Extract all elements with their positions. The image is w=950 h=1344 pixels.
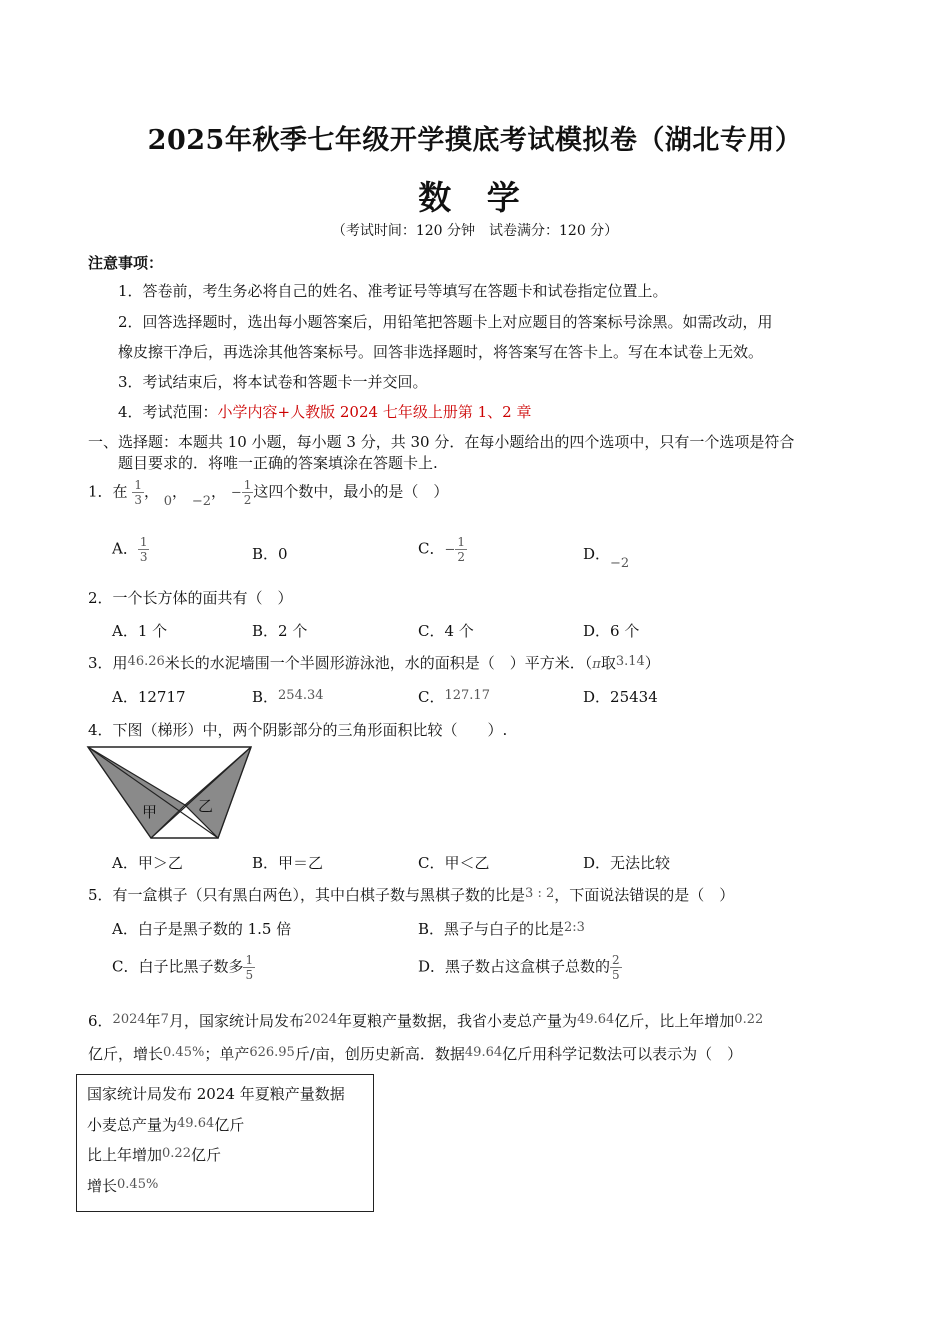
q3-option-d: D．25434 [583, 688, 658, 706]
q3-option-b: B．254.34 [252, 688, 324, 706]
exam-scope: 小学内容+人教版 2024 七年级上册第 1、2 章 [217, 403, 532, 421]
q1-neg-two: −2 [191, 493, 212, 509]
infobox-line-4: 增长0.45% [87, 1177, 159, 1195]
note-item-2-line-1: 2．回答选择题时，选出每小题答案后，用铅笔把答题卡上对应题目的答案标号涂黑。如需改动，用 [118, 313, 773, 331]
trapezoid-figure [86, 745, 254, 840]
shaded-triangle-jia [88, 747, 185, 838]
q2-option-d: D．6 个 [583, 622, 640, 640]
exam-info: （考试时间：120 分钟 试卷满分：120 分） [331, 223, 619, 239]
q1-fraction-one-third: $\frac{1}{3}$ [134, 478, 142, 507]
q2-option-c: C．4 个 [418, 622, 474, 640]
infobox-line-3: 比上年增加0.22亿斤 [87, 1146, 221, 1164]
question-3-stem: 3．用46.26米长的水泥墙围一个半圆形游泳池，水的面积是（ ）平方米．（π取3.14） [88, 654, 660, 672]
q1-option-b: B．0 [252, 545, 288, 563]
q4-option-d: D．无法比较 [583, 854, 671, 872]
exam-title: 2025年秋季七年级开学摸底考试模拟卷（湖北专用） [147, 125, 803, 156]
q3-option-a: A．12717 [112, 688, 186, 706]
q4-option-b: B．甲＝乙 [252, 854, 324, 872]
infobox-line-2: 小麦总产量为49.64亿斤 [87, 1116, 245, 1134]
question-5-stem: 5．有一盒棋子（只有黑白两色），其中白棋子数与黑棋子数的比是3 : 2，下面说法错误的是（ ） [88, 886, 735, 904]
q4-option-c: C．甲＜乙 [418, 854, 490, 872]
q4-option-a: A．甲＞乙 [112, 854, 183, 872]
q5-option-c: C．白子比黑子数多 $\frac{1}{5}$ [112, 953, 254, 982]
note-item-4-prefix: 4．考试范围： [118, 403, 218, 421]
q2-option-a: A．1 个 [112, 622, 168, 640]
section-1-instructions-line-1: 一、选择题：本题共 10 小题，每小题 3 分，共 30 分．在每小题给出的四个选项中，只有一个选项是符合 [88, 433, 795, 451]
subject-title: 数 学 [418, 178, 532, 217]
note-item-4 [118, 401, 531, 422]
q2-option-b: B．2 个 [252, 622, 308, 640]
q5-option-d: D．黑子数占这盒棋子总数的 $\frac{2}{5}$ [418, 953, 620, 982]
label-jia: 甲 [142, 803, 158, 821]
q1-zero: 0 [163, 493, 173, 509]
question-6-stem-line-2: 亿斤，增长0.45%；单产626.95斤/亩，创历史新高．数据49.64亿斤用科学记数法可以表示为（ ） [88, 1045, 743, 1063]
note-item-2-line-2: 橡皮擦干净后，再选涂其他答案标号。回答非选择题时，将答案写在答卡上。写在本试卷上无效。 [118, 343, 764, 361]
shaded-triangle-yi [185, 747, 251, 838]
q5-ratio: 3 : 2 [525, 886, 555, 901]
q1-fraction-neg-half: $\frac{1}{2}$ [243, 478, 252, 507]
q3-length: 46.26 [127, 654, 165, 669]
note-item-1: 1．答卷前，考生务必将自己的姓名、准考证号等填写在答题卡和试卷指定位置上。 [118, 282, 668, 300]
q1-suffix: 这四个数中，最小的是（ ） [253, 482, 449, 501]
q1-option-d: D．−2 [583, 545, 630, 571]
question-2-stem: 2．一个长方体的面共有（ ） [88, 589, 293, 607]
notes-heading: 注意事项： [88, 254, 164, 272]
q1-option-c: C．− $\frac{1}{2}$ [418, 535, 466, 564]
label-yi: 乙 [198, 797, 214, 815]
question-1-stem: 1．在 $\frac{1}{3}$ ， 0， −2， − $\frac{1}{2}$ 这四个数中，最小的是（ ） [88, 478, 449, 509]
section-1-instructions-line-2: 题目要求的．将唯一正确的答案填涂在答题卡上. [118, 454, 438, 472]
q1-option-a: A． $\frac{1}{3}$ [112, 535, 148, 564]
statistics-infobox [76, 1074, 374, 1212]
infobox-line-1: 国家统计局发布 2024 年夏粮产量数据 [87, 1085, 345, 1103]
q3-option-c: C．127.17 [418, 688, 490, 706]
question-4-stem: 4．下图（梯形）中，两个阴影部分的三角形面积比较（ ）. [88, 721, 508, 739]
question-6-stem-line-1: 6．2024年7月，国家统计局发布2024年夏粮产量数据，我省小麦总产量为49.64亿斤，比上年增加0.22 [88, 1012, 764, 1030]
q5-option-a: A．白子是黑子数的 1.5 倍 [112, 920, 292, 938]
q1-prefix: 1．在 [88, 482, 128, 501]
note-item-3: 3．考试结束后，将本试卷和答题卡一并交回。 [118, 373, 428, 391]
q5-option-b: B．黑子与白子的比是2:3 [418, 920, 585, 938]
